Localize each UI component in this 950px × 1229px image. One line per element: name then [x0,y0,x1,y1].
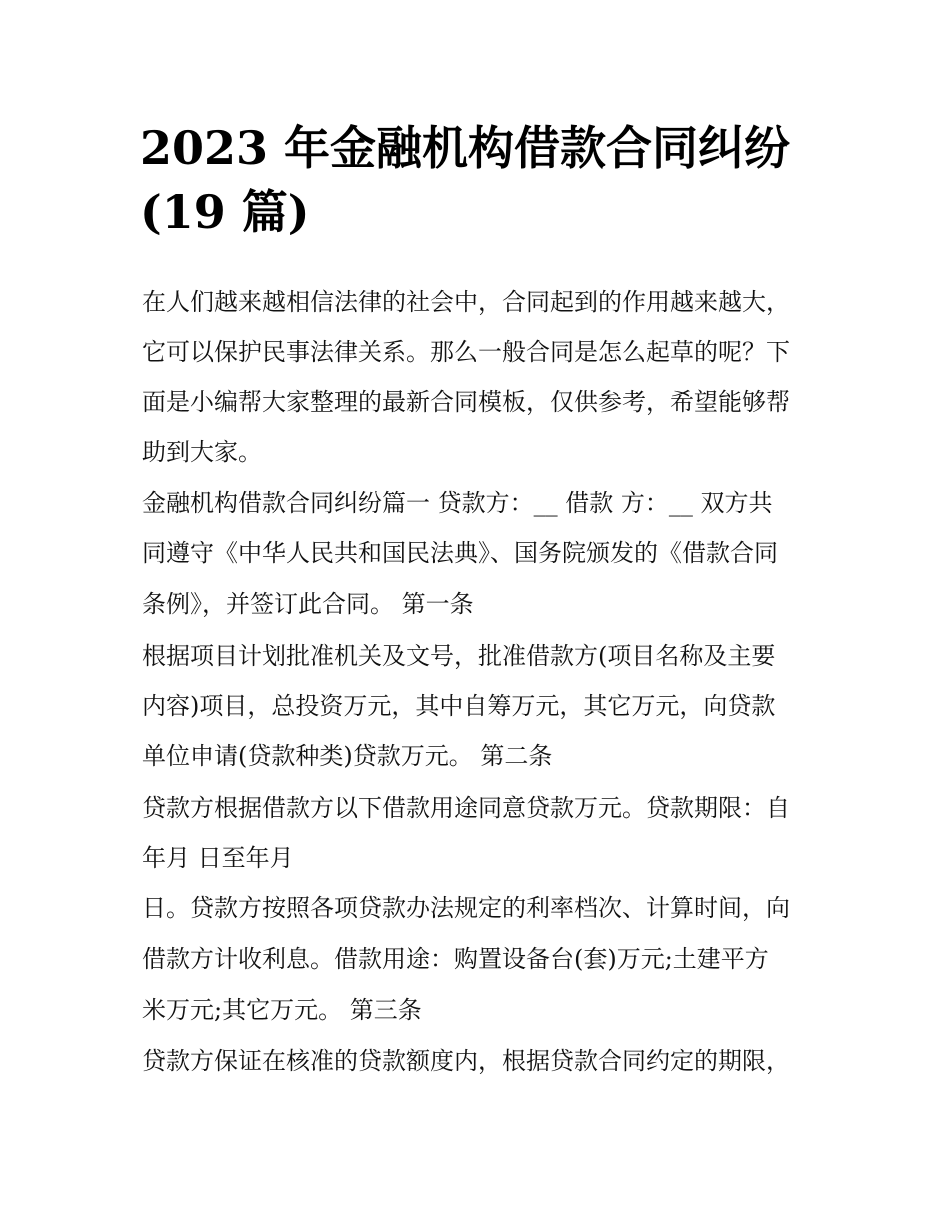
body-line: 面是小编帮大家整理的最新合同模板，仅供参考，希望能够帮 [142,388,790,416]
body-line: 贷款方根据借款方以下借款用途同意贷款万元。贷款期限：自 [142,794,790,822]
body-line: 米万元;其它万元。 第三条 [142,996,422,1024]
body-line: 同遵守《中华人民共和国民法典》、国务院颁发的《借款合同 [142,539,778,567]
title-line-1: 2023 年金融机构借款合同纠纷 [140,121,791,175]
body-line: 日。贷款方按照各项贷款办法规定的利率档次、计算时间，向 [142,894,790,922]
document-title [140,116,820,244]
body-line: 助到大家。 [142,438,262,466]
title-line-2: (19 篇) [140,185,310,239]
body-line: 它可以保护民事法律关系。那么一般合同是怎么起草的呢？下 [142,338,790,366]
body-line: 借款方计收利息。借款用途：购置设备台(套)万元;土建平方 [142,945,769,973]
body-line: 内容)项目，总投资万元，其中自筹万元，其它万元，向贷款 [142,692,776,720]
body-line: 在人们越来越相信法律的社会中，合同起到的作用越来越大， [142,288,790,316]
body-line: 根据项目计划批准机关及文号，批准借款方(项目名称及主要 [142,642,776,670]
body-line: 贷款方保证在核准的贷款额度内，根据贷款合同约定的期限， [142,1047,790,1075]
body-line: 条例》，并签订此合同。 第一条 [142,590,474,618]
body-line: 金融机构借款合同纠纷篇一 贷款方：__ 借款 方：__ 双方共 [142,489,773,517]
body-line: 年月 日至年月 [142,844,294,872]
body-line: 单位申请(贷款种类)贷款万元。 第二条 [142,742,553,770]
